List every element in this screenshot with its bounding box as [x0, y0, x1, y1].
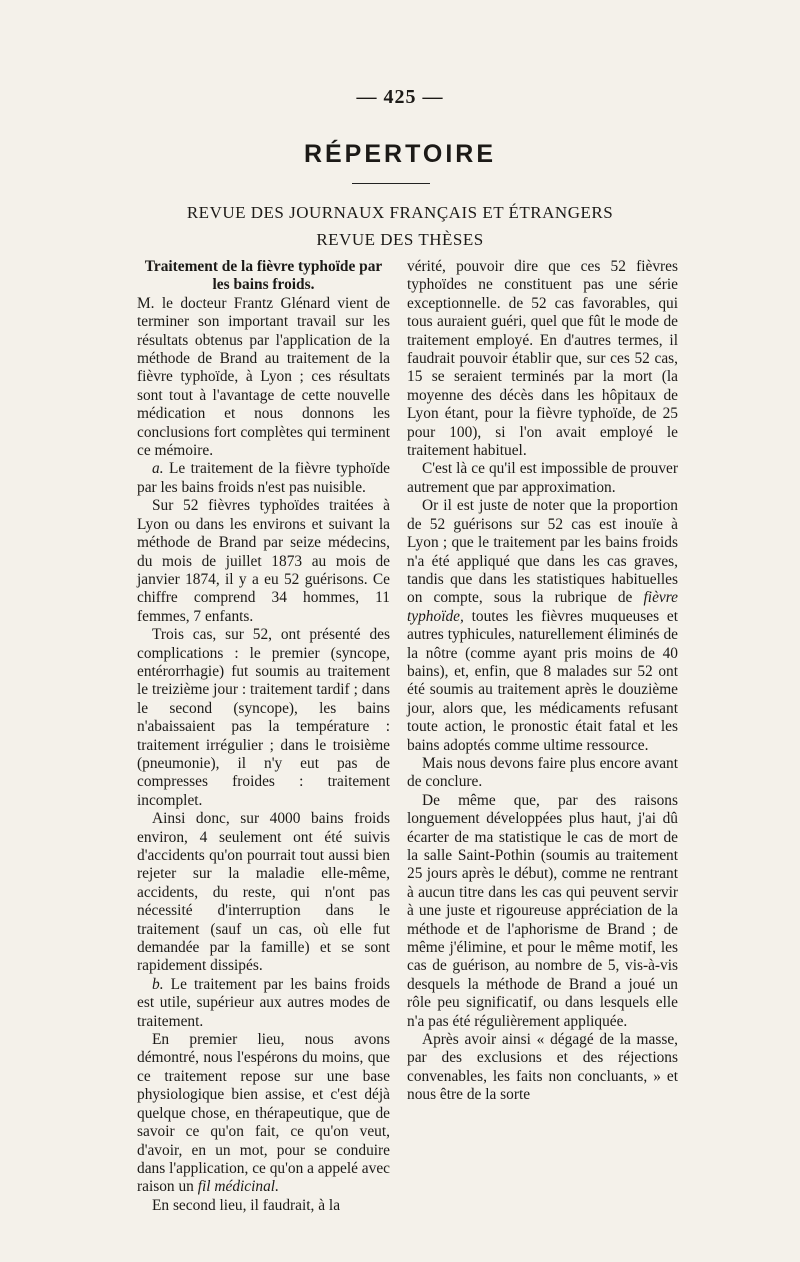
- right-column: [407, 258, 678, 1105]
- paragraph: [137, 1031, 390, 1197]
- left-column: [137, 258, 390, 1215]
- paragraph: Après avoir ainsi « dégagé de la masse, par des exclusions et des réjections convenables, les faits non concluants, » et nous être de la sorte: [407, 1031, 678, 1104]
- page-number: — 425 —: [356, 86, 444, 108]
- title-rule: [352, 183, 430, 184]
- paragraph: M. le docteur Frantz Glénard vient de terminer son important travail sur les résultats obtenus par l'application de la méthode de Brand au traitement de la fièvre typhoïde, à Lyon ; ces résultats sont tout à l'avantage de cette nouvelle médication et nous donnons les conclusions fort complètes qui terminent ce mémoire.: [137, 294, 390, 460]
- paragraph: De même que, par des raisons longuement développées plus haut, j'ai dû écarter de ma statistique le cas de mort de la salle Saint-Pothin (soumis au traitement 25 jours après le début), comme ne rentrant à aucun titre dans les cas qui peuvent servir à une juste et rigoureuse appréciation de la méthode et de l'aphorisme de Brand ; de même j'élimine, et pour le même motif, les cas de guérison, au nombre de 5, vis-à-vis desquels la méthode de Brand a joué un rôle peu significatif, ou dans lesquels elle n'a pas été régulièrement appliquée.: [407, 791, 678, 1030]
- paragraph: Sur 52 fièvres typhoïdes traitées à Lyon ou dans les environs et suivant la méthode de Brand par seize médecins, du mois de juillet 1873 au mois de janvier 1874, il y a eu 52 guérisons. Ce chiffre comprend 34 hommes, 11 femmes, 7 enfants.: [137, 497, 390, 625]
- paragraph-text: toutes les fièvres muqueuses et autres typhicules, naturellement éliminés de la nôtre (comme ayant pris moins de 40 bains), et, enfin, que 8 malades sur 52 ont été soumis au traitement après le douzième jour, alors que, les médicaments refusant toute action, le pronostic était fatal et les bains adoptés comme ultime ressource.: [407, 607, 679, 754]
- paragraph: [407, 497, 678, 755]
- paragraph: Trois cas, sur 52, ont présenté des complications : le premier (syncope, entérorrhagie) fut soumis au traitement le treizième jour : traitement tardif ; dans le second (syncope), les bains n'abaissaient pas la température : traitement irrégulier ; dans le troisième (pneumonie), il n'y eut pas de compresses froides : traitement incomplet.: [137, 626, 390, 809]
- italic-text: fil médicinal.: [197, 1178, 279, 1196]
- article-title: Traitement de la fièvre typhoïde par les bains froids.: [144, 258, 383, 294]
- subsection-heading: REVUE DES THÈSES: [316, 230, 484, 249]
- paragraph-text: Le traitement par les bains froids est utile, supérieur aux autres modes de traitement.: [137, 975, 390, 1030]
- section-heading: REVUE DES JOURNAUX FRANÇAIS ET ÉTRANGERS: [186, 203, 614, 222]
- page-title: RÉPERTOIRE: [303, 140, 497, 168]
- paragraph-text: Le traitement de la fièvre typhoïde par les bains froids n'est pas nuisible.: [137, 460, 390, 496]
- paragraph-text: Or il est juste de noter que la proportion de 52 guérisons sur 52 cas est inouïe à Lyon ; que le traitement par les bains froids n'a été appliqué que dans les cas graves, tandis que dans les statistiques habituelles on compte, sous la rubrique de: [407, 497, 678, 607]
- paragraph-text: En premier lieu, nous avons démontré, nous l'espérons du moins, que ce traitement repose sur une base physiologique bien assise, et c'est déjà quelque chose, en thérapeutique, que de savoir ce qu'on fait, ce qu'on veut, d'avoir, en un mot, pour se conduire dans l'application, ce qu'on a appelé avec raison un: [137, 1031, 390, 1196]
- italic-text: fièvre typhoïde,: [407, 589, 678, 625]
- list-marker: a.: [152, 460, 164, 478]
- paragraph: [137, 976, 390, 1031]
- paragraph: Ainsi donc, sur 4000 bains froids environ, 4 seulement ont été suivis d'accidents qu'on pourrait tout aussi bien rejeter sur la maladie elle-même, accidents, du reste, qui n'ont pas nécessité d'interruption dans le traitement (sauf un cas, où elle fut demandée par la famille) et se sont rapidement dissipés.: [137, 810, 390, 975]
- paragraph: En second lieu, il faudrait, à la: [152, 1196, 341, 1214]
- list-marker: b.: [152, 975, 164, 993]
- paragraph: C'est là ce qu'il est impossible de prouver autrement que par approximation.: [407, 460, 678, 496]
- paragraph: vérité, pouvoir dire que ces 52 fièvres typhoïdes ne constituent pas une série exceptionnelle. de 52 cas favorables, qui tous auraient guéri, quel que fût le mode de traitement employé. En d'autres termes, il faudrait pouvoir établir que, sur ces 52 cas, 15 se seraient terminés par la mort (la moyenne des décès dans les hôpitaux de Lyon étant, pour la fièvre typhoïde, de 25 pour 100), si l'on avait employé le traitement habituel.: [407, 258, 678, 460]
- paragraph: Mais nous devons faire plus encore avant de conclure.: [407, 754, 678, 791]
- paragraph: [137, 460, 390, 497]
